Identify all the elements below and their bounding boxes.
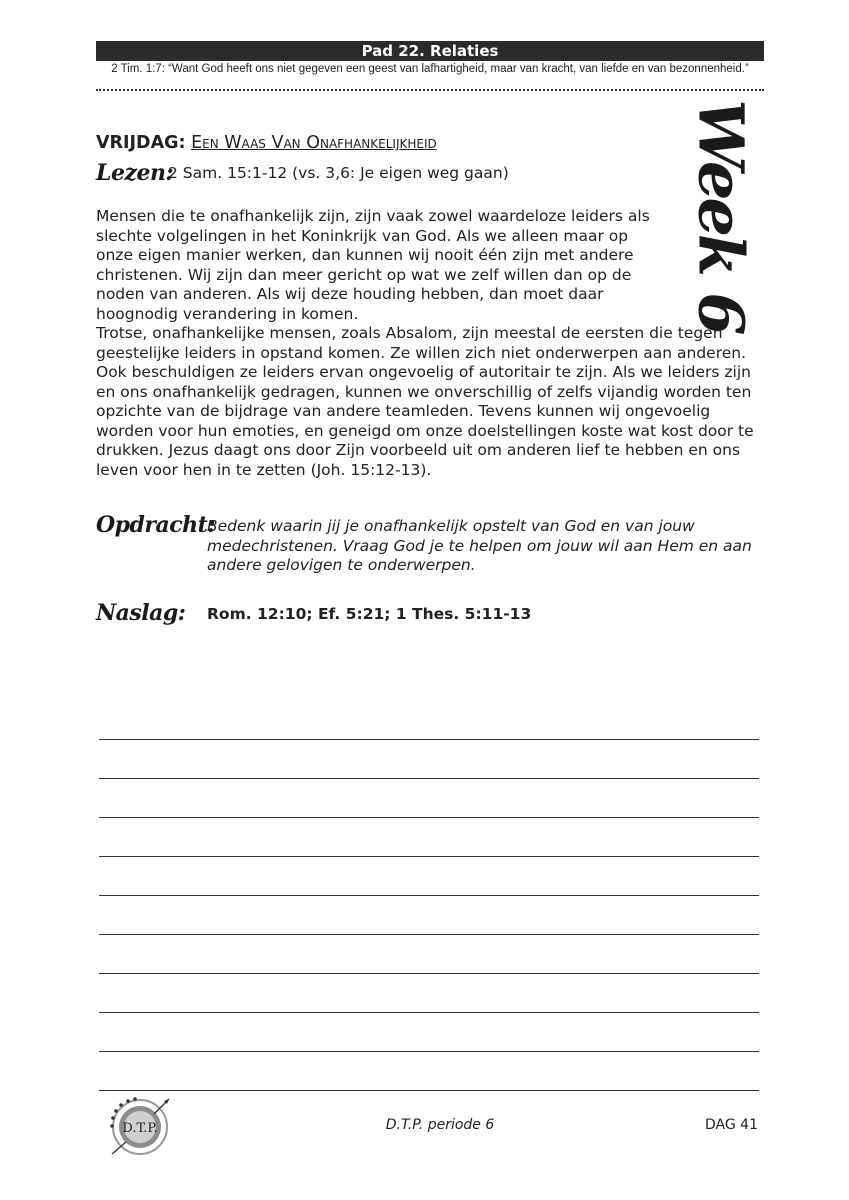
day-topic: Een Waas Van Onafhankelijkheid (191, 133, 437, 153)
writing-line (99, 1051, 759, 1052)
path-title-bar: Pad 22. Relaties (96, 41, 764, 61)
week-marker-text: Week 6 (684, 99, 758, 333)
opdracht-text: Bedenk waarin jij je onafhankelijk opstelt van God en van jouw medechristenen. Vraag God je te helpen om jouw wil aan Hem en aan andere gelovigen te onderwerpen. (207, 517, 752, 574)
writing-line (99, 1090, 759, 1091)
writing-line (99, 973, 759, 974)
footer-page-number: DAG 41 (705, 1117, 758, 1133)
body-paragraph-2: Trotse, onafhankelijke mensen, zoals Absalom, zijn meestal de eersten die tegen geestelijke leiders in opstand komen. Ze willen zich niet onderwerpen aan anderen. Ook beschuldigen ze leiders ervan ongevoelig of autoritair te zijn. Als we leiders zijn en ons onafhankelijk gedragen, kunnen we onverschillig of zelfs vijandig worden ten opzichte van de bijdrage van andere teamleden. Tevens kunnen wij ongevoelig worden voor hun emoties, en geneigd om onze doelstellingen koste wat kost door te drukken. Jezus daagt ons door Zijn voorbeeld uit om anderen lief te hebben en ons leven voor hen in te zetten (Joh. 15:12-13). (96, 324, 754, 479)
dotted-divider (96, 89, 764, 91)
writing-area[interactable] (99, 739, 759, 1129)
opdracht-label: Opdracht: (96, 512, 215, 538)
week-marker (666, 99, 776, 333)
day-label: VRIJDAG: (96, 133, 186, 153)
writing-line (99, 817, 759, 818)
naslag-references: Rom. 12:10; Ef. 5:21; 1 Thes. 5:11-13 (207, 605, 532, 623)
day-heading (96, 133, 437, 153)
lezen-reference: 2 Sam. 15:1-12 (vs. 3,6: Je eigen weg gaan) (168, 164, 509, 182)
writing-line (99, 739, 759, 740)
naslag-label: Naslag: (96, 600, 186, 626)
footer-period: D.T.P. periode 6 (385, 1117, 495, 1133)
writing-line (99, 778, 759, 779)
body-paragraph-1: Mensen die te onafhankelijk zijn, zijn vaak zowel waardeloze leiders als slechte volgelingen in het Koninkrijk van God. Als we alleen maar op onze eigen manier werken, dan kunnen wij nooit één zijn met andere christenen. Wij zijn dan meer gericht op wat we zelf willen dan op de noden van anderen. Als wij deze houding hebben, dan moet daar hoognodig verandering in komen. (96, 207, 650, 323)
writing-line (99, 1012, 759, 1013)
writing-line (99, 856, 759, 857)
writing-line (99, 895, 759, 896)
logo-text: D.T.P. (122, 1121, 158, 1136)
dtp-logo (104, 1096, 176, 1158)
writing-line (99, 934, 759, 935)
lezen-label: Lezen: (96, 160, 174, 186)
theme-verse: 2 Tim. 1:7: “Want God heeft ons niet gegeven een geest van lafhartigheid, maar van kracht, van liefde en van bezonnenheid.” (111, 63, 749, 75)
